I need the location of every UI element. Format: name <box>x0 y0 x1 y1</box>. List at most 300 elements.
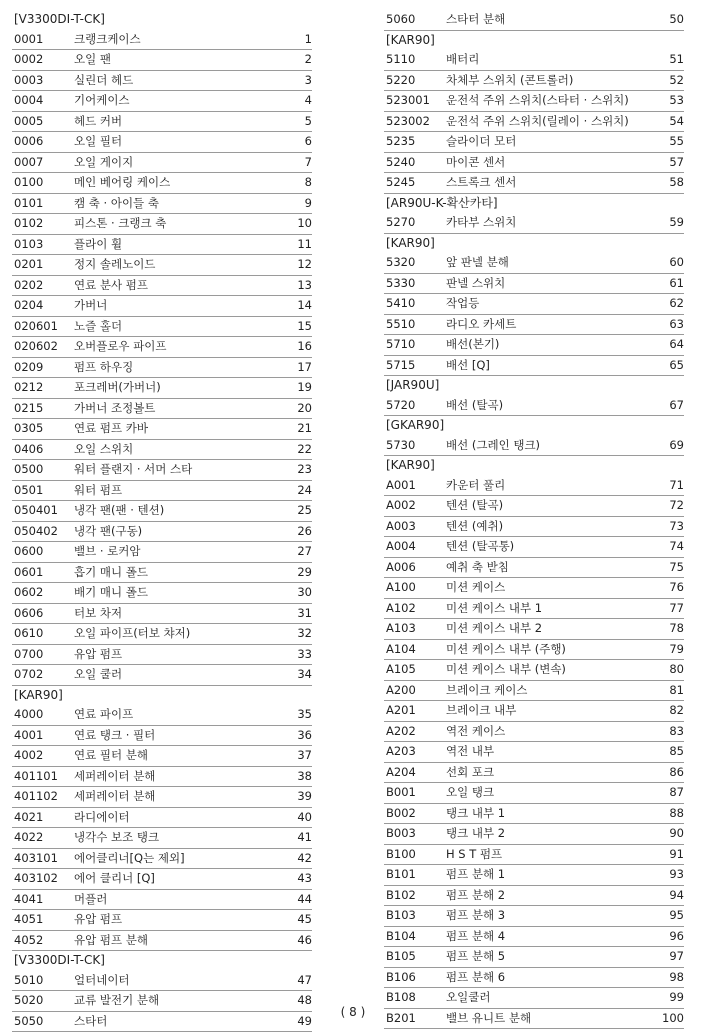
entry-code: 5235 <box>386 132 415 152</box>
entry-title: 연료 탱크 · 필터 <box>74 726 155 746</box>
entry-title: 오일 스위치 <box>74 440 133 460</box>
entry-title: 흡기 매니 폴드 <box>74 563 148 583</box>
entry-page: 37 <box>282 746 312 766</box>
entry-title: 세퍼레이터 분해 <box>74 767 155 787</box>
index-entry <box>384 599 684 620</box>
entry-page: 27 <box>282 542 312 562</box>
entry-code: B002 <box>386 804 416 824</box>
entry-code: 0601 <box>14 563 43 583</box>
entry-title: 교류 발전기 분해 <box>74 991 159 1011</box>
entry-page: 36 <box>282 726 312 746</box>
index-entry <box>384 112 684 133</box>
entry-code: 0606 <box>14 604 43 624</box>
entry-title: 머플러 <box>74 890 107 910</box>
index-entry <box>12 276 312 297</box>
entry-page: 63 <box>654 315 684 335</box>
index-entry <box>384 742 684 763</box>
entry-page: 81 <box>654 681 684 701</box>
entry-code: 5710 <box>386 335 415 355</box>
entry-code: 0101 <box>14 194 43 214</box>
entry-page: 90 <box>654 824 684 844</box>
index-entry <box>384 783 684 804</box>
entry-title: 카타부 스위치 <box>446 213 516 233</box>
entry-title: 앞 판넬 분해 <box>446 253 509 273</box>
entry-code: 4002 <box>14 746 43 766</box>
entry-code: 0212 <box>14 378 43 398</box>
entry-code: 523001 <box>386 91 430 111</box>
entry-title: 연료 펌프 카바 <box>74 419 148 439</box>
index-entry <box>12 71 312 92</box>
entry-page: 55 <box>654 132 684 152</box>
entry-code: B105 <box>386 947 416 967</box>
index-entry <box>384 253 684 274</box>
entry-page: 82 <box>654 701 684 721</box>
entry-title: 미션 케이스 내부 1 <box>446 599 542 619</box>
entry-title: 미션 케이스 <box>446 578 505 598</box>
entry-code: 0700 <box>14 645 43 665</box>
entry-code: 0201 <box>14 255 43 275</box>
section-header <box>12 951 312 971</box>
index-entry <box>12 522 312 543</box>
entry-page: 38 <box>282 767 312 787</box>
entry-title: 오버플로우 파이프 <box>74 337 167 357</box>
entry-page: 39 <box>282 787 312 807</box>
entry-page: 52 <box>654 71 684 91</box>
entry-page: 46 <box>282 931 312 951</box>
section-label: [KAR90] <box>386 234 435 254</box>
index-entry <box>12 481 312 502</box>
entry-title: 유압 펌프 분해 <box>74 931 148 951</box>
entry-page: 59 <box>654 213 684 233</box>
entry-page: 45 <box>282 910 312 930</box>
entry-page: 15 <box>282 317 312 337</box>
index-entry <box>12 358 312 379</box>
entry-code: A202 <box>386 722 416 742</box>
index-entry <box>384 640 684 661</box>
entry-page: 71 <box>654 476 684 496</box>
index-entry <box>12 317 312 338</box>
entry-title: 밸브 · 로커암 <box>74 542 141 562</box>
entry-code: 0004 <box>14 91 43 111</box>
entry-title: 예취 축 받침 <box>446 558 509 578</box>
entry-title: 선회 포크 <box>446 763 494 783</box>
index-entry <box>384 886 684 907</box>
entry-page: 16 <box>282 337 312 357</box>
entry-title: 워터 플랜지 · 서머 스타 <box>74 460 192 480</box>
index-entry <box>384 436 684 457</box>
entry-title: 유압 펌프 <box>74 910 122 930</box>
entry-page: 42 <box>282 849 312 869</box>
entry-code: A102 <box>386 599 416 619</box>
entry-title: 플라이 휠 <box>74 235 122 255</box>
section-header <box>384 31 684 51</box>
entry-code: A004 <box>386 537 416 557</box>
entry-page: 11 <box>282 235 312 255</box>
index-entry <box>12 971 312 992</box>
entry-page: 8 <box>282 173 312 193</box>
entry-title: 마이콘 센서 <box>446 153 505 173</box>
entry-code: A001 <box>386 476 416 496</box>
entry-code: 0002 <box>14 50 43 70</box>
entry-code: 5050 <box>14 1012 43 1032</box>
entry-page: 74 <box>654 537 684 557</box>
entry-title: 펌프 분해 6 <box>446 968 505 988</box>
entry-page: 67 <box>654 396 684 416</box>
entry-page: 77 <box>654 599 684 619</box>
entry-page: 65 <box>654 356 684 376</box>
entry-code: A104 <box>386 640 416 660</box>
entry-title: 텐션 (예취) <box>446 517 503 537</box>
entry-code: 5330 <box>386 274 415 294</box>
entry-code: A103 <box>386 619 416 639</box>
entry-page: 21 <box>282 419 312 439</box>
index-entry <box>12 726 312 747</box>
entry-title: 유압 펌프 <box>74 645 122 665</box>
index-entry <box>12 849 312 870</box>
entry-page: 62 <box>654 294 684 314</box>
entry-page: 96 <box>654 927 684 947</box>
entry-code: A100 <box>386 578 416 598</box>
entry-code: B106 <box>386 968 416 988</box>
entry-title: 연료 분사 펌프 <box>74 276 148 296</box>
entry-title: 워터 펌프 <box>74 481 122 501</box>
entry-page: 98 <box>654 968 684 988</box>
entry-page: 17 <box>282 358 312 378</box>
entry-page: 29 <box>282 563 312 583</box>
entry-page: 35 <box>282 705 312 725</box>
section-label: [KAR90] <box>386 456 435 476</box>
index-entry <box>12 378 312 399</box>
entry-code: 5510 <box>386 315 415 335</box>
entry-page: 5 <box>282 112 312 132</box>
entry-title: 밸브 유니트 분해 <box>446 1009 531 1029</box>
entry-title: 노즐 홀더 <box>74 317 122 337</box>
section-header <box>384 234 684 254</box>
entry-title: 터보 차저 <box>74 604 122 624</box>
entry-title: 스트록크 센서 <box>446 173 516 193</box>
entry-title: 미션 케이스 내부 2 <box>446 619 542 639</box>
entry-code: 403101 <box>14 849 58 869</box>
entry-title: 냉각수 보조 탱크 <box>74 828 159 848</box>
section-label: [AR90U-K-확산카타] <box>386 194 498 214</box>
entry-title: 연료 파이프 <box>74 705 133 725</box>
index-entry <box>384 763 684 784</box>
entry-code: 5010 <box>14 971 43 991</box>
entry-code: A200 <box>386 681 416 701</box>
section-header <box>384 376 684 396</box>
entry-code: 5020 <box>14 991 43 1011</box>
entry-code: 4052 <box>14 931 43 951</box>
index-entry <box>384 845 684 866</box>
entry-title: 작업등 <box>446 294 479 314</box>
index-entry <box>12 419 312 440</box>
entry-title: 펌프 하우징 <box>74 358 133 378</box>
entry-page: 41 <box>282 828 312 848</box>
entry-title: 스타터 <box>74 1012 107 1032</box>
entry-code: 020602 <box>14 337 58 357</box>
entry-page: 14 <box>282 296 312 316</box>
entry-page: 57 <box>654 153 684 173</box>
entry-title: 캠 축 · 아이들 축 <box>74 194 159 214</box>
index-entry <box>384 537 684 558</box>
entry-page: 60 <box>654 253 684 273</box>
index-entry <box>384 558 684 579</box>
entry-page: 19 <box>282 378 312 398</box>
entry-title: 펌프 분해 1 <box>446 865 505 885</box>
index-entry <box>384 496 684 517</box>
index-entry <box>384 804 684 825</box>
entry-code: 0202 <box>14 276 43 296</box>
entry-page: 32 <box>282 624 312 644</box>
index-entry <box>384 173 684 194</box>
entry-code: 5410 <box>386 294 415 314</box>
entry-page: 61 <box>654 274 684 294</box>
section-label: [KAR90] <box>14 686 63 706</box>
index-column-right <box>384 10 684 1029</box>
entry-page: 99 <box>654 988 684 1008</box>
section-header <box>384 416 684 436</box>
entry-page: 31 <box>282 604 312 624</box>
index-entry <box>12 869 312 890</box>
entry-page: 2 <box>282 50 312 70</box>
entry-page: 1 <box>282 30 312 50</box>
entry-page: 22 <box>282 440 312 460</box>
entry-code: 0600 <box>14 542 43 562</box>
entry-code: B102 <box>386 886 416 906</box>
entry-page: 80 <box>654 660 684 680</box>
entry-page: 86 <box>654 763 684 783</box>
entry-code: A003 <box>386 517 416 537</box>
entry-title: 실린더 헤드 <box>74 71 133 91</box>
entry-code: 0102 <box>14 214 43 234</box>
entry-title: 운전석 주위 스위치(릴레이 · 스위치) <box>446 112 629 132</box>
entry-title: 텐션 (탈곡통) <box>446 537 514 557</box>
entry-page: 79 <box>654 640 684 660</box>
entry-title: 미션 케이스 내부 (변속) <box>446 660 566 680</box>
index-entry <box>12 91 312 112</box>
entry-page: 75 <box>654 558 684 578</box>
index-entry <box>12 255 312 276</box>
entry-page: 76 <box>654 578 684 598</box>
entry-page: 97 <box>654 947 684 967</box>
index-entry <box>384 865 684 886</box>
entry-code: 4051 <box>14 910 43 930</box>
index-entry <box>12 624 312 645</box>
index-entry <box>384 968 684 989</box>
index-entry <box>12 501 312 522</box>
index-entry <box>384 619 684 640</box>
entry-code: B108 <box>386 988 416 1008</box>
entry-page: 93 <box>654 865 684 885</box>
entry-page: 78 <box>654 619 684 639</box>
index-entry <box>384 681 684 702</box>
entry-page: 83 <box>654 722 684 742</box>
entry-title: 브레이크 케이스 <box>446 681 527 701</box>
index-entry <box>384 722 684 743</box>
entry-page: 24 <box>282 481 312 501</box>
index-entry <box>384 947 684 968</box>
entry-page: 30 <box>282 583 312 603</box>
index-entry <box>12 604 312 625</box>
entry-title: 역전 내부 <box>446 742 494 762</box>
index-entry <box>12 460 312 481</box>
entry-title: 차체부 스위치 (콘트롤러) <box>446 71 573 91</box>
index-entry <box>12 767 312 788</box>
entry-code: B201 <box>386 1009 416 1029</box>
section-header <box>384 194 684 214</box>
entry-code: 0204 <box>14 296 43 316</box>
entry-title: 슬라이더 모터 <box>446 132 516 152</box>
entry-page: 69 <box>654 436 684 456</box>
entry-title: 오일 쿨러 <box>74 665 122 685</box>
index-entry <box>12 910 312 931</box>
entry-title: 배선(본기) <box>446 335 499 355</box>
entry-title: 배선 [Q] <box>446 356 490 376</box>
entry-page: 49 <box>282 1012 312 1032</box>
index-entry <box>12 828 312 849</box>
index-entry <box>12 399 312 420</box>
entry-code: 401102 <box>14 787 58 807</box>
index-entry <box>384 578 684 599</box>
entry-page: 43 <box>282 869 312 889</box>
index-entry <box>12 931 312 952</box>
entry-code: 0305 <box>14 419 43 439</box>
entry-code: 0702 <box>14 665 43 685</box>
entry-page: 12 <box>282 255 312 275</box>
entry-code: 050402 <box>14 522 58 542</box>
entry-code: 0005 <box>14 112 43 132</box>
entry-title: 펌프 분해 2 <box>446 886 505 906</box>
entry-title: 메인 베어링 케이스 <box>74 173 170 193</box>
entry-title: 배기 매니 폴드 <box>74 583 148 603</box>
entry-code: 523002 <box>386 112 430 132</box>
index-entry <box>12 173 312 194</box>
entry-code: 0602 <box>14 583 43 603</box>
section-label: [GKAR90] <box>386 416 444 436</box>
index-entry <box>384 153 684 174</box>
entry-page: 25 <box>282 501 312 521</box>
section-header <box>12 10 312 30</box>
entry-code: 4021 <box>14 808 43 828</box>
entry-code: 5270 <box>386 213 415 233</box>
entry-code: 0209 <box>14 358 43 378</box>
index-entry <box>384 91 684 112</box>
entry-page: 9 <box>282 194 312 214</box>
entry-code: A105 <box>386 660 416 680</box>
section-header <box>12 686 312 706</box>
entry-title: 라디에이터 <box>74 808 130 828</box>
entry-code: 0100 <box>14 173 43 193</box>
index-entry <box>12 235 312 256</box>
entry-code: 5240 <box>386 153 415 173</box>
entry-title: 탱크 내부 2 <box>446 824 505 844</box>
entry-title: 운전석 주위 스위치(스타터 · 스위치) <box>446 91 629 111</box>
index-entry <box>12 542 312 563</box>
entry-code: 0003 <box>14 71 43 91</box>
entry-title: 펌프 분해 5 <box>446 947 505 967</box>
entry-page: 50 <box>654 10 684 30</box>
entry-code: 0103 <box>14 235 43 255</box>
entry-page: 91 <box>654 845 684 865</box>
index-entry <box>384 132 684 153</box>
entry-code: B003 <box>386 824 416 844</box>
entry-page: 33 <box>282 645 312 665</box>
entry-code: 4041 <box>14 890 43 910</box>
index-entry <box>384 213 684 234</box>
section-label: [JAR90U] <box>386 376 439 396</box>
section-header <box>384 456 684 476</box>
entry-page: 44 <box>282 890 312 910</box>
index-entry <box>12 112 312 133</box>
entry-code: 5730 <box>386 436 415 456</box>
entry-code: B103 <box>386 906 416 926</box>
entry-title: 에어 클리너 [Q] <box>74 869 155 889</box>
index-entry <box>384 294 684 315</box>
entry-page: 94 <box>654 886 684 906</box>
entry-page: 13 <box>282 276 312 296</box>
index-column-left <box>12 10 312 1032</box>
index-entry <box>384 50 684 71</box>
entry-title: 에어클리너[Q는 제외] <box>74 849 185 869</box>
entry-title: 오일 필터 <box>74 132 122 152</box>
index-entry <box>12 30 312 51</box>
index-entry <box>384 517 684 538</box>
index-entry <box>12 645 312 666</box>
entry-title: 크랭크케이스 <box>74 30 141 50</box>
entry-code: 0500 <box>14 460 43 480</box>
entry-title: 미션 케이스 내부 (주행) <box>446 640 566 660</box>
entry-title: 판넬 스위치 <box>446 274 505 294</box>
entry-code: 0001 <box>14 30 43 50</box>
index-entry <box>12 132 312 153</box>
index-entry <box>384 660 684 681</box>
entry-code: A204 <box>386 763 416 783</box>
entry-title: 오일 파이프(터보 챠저) <box>74 624 190 644</box>
entry-title: 카운터 풀리 <box>446 476 505 496</box>
entry-page: 73 <box>654 517 684 537</box>
entry-title: 피스톤 · 크랭크 축 <box>74 214 166 234</box>
entry-code: 0006 <box>14 132 43 152</box>
entry-code: 4000 <box>14 705 43 725</box>
entry-title: 냉각 팬(구동) <box>74 522 142 542</box>
index-entry <box>12 787 312 808</box>
entry-title: 오일 게이지 <box>74 153 133 173</box>
index-entry <box>12 214 312 235</box>
entry-page: 64 <box>654 335 684 355</box>
index-entry <box>12 808 312 829</box>
entry-code: 5320 <box>386 253 415 273</box>
entry-title: 기어케이스 <box>74 91 130 111</box>
entry-title: 가버너 <box>74 296 107 316</box>
entry-code: 403102 <box>14 869 58 889</box>
index-entry <box>384 356 684 377</box>
index-entry <box>384 10 684 31</box>
entry-code: 5720 <box>386 396 415 416</box>
index-entry <box>12 705 312 726</box>
entry-page: 54 <box>654 112 684 132</box>
entry-page: 58 <box>654 173 684 193</box>
entry-page: 4 <box>282 91 312 111</box>
entry-title: 역전 케이스 <box>446 722 505 742</box>
index-entry <box>384 927 684 948</box>
entry-code: B100 <box>386 845 416 865</box>
entry-page: 3 <box>282 71 312 91</box>
entry-code: 0406 <box>14 440 43 460</box>
index-entry <box>12 665 312 686</box>
entry-code: 0610 <box>14 624 43 644</box>
entry-page: 72 <box>654 496 684 516</box>
entry-code: A006 <box>386 558 416 578</box>
